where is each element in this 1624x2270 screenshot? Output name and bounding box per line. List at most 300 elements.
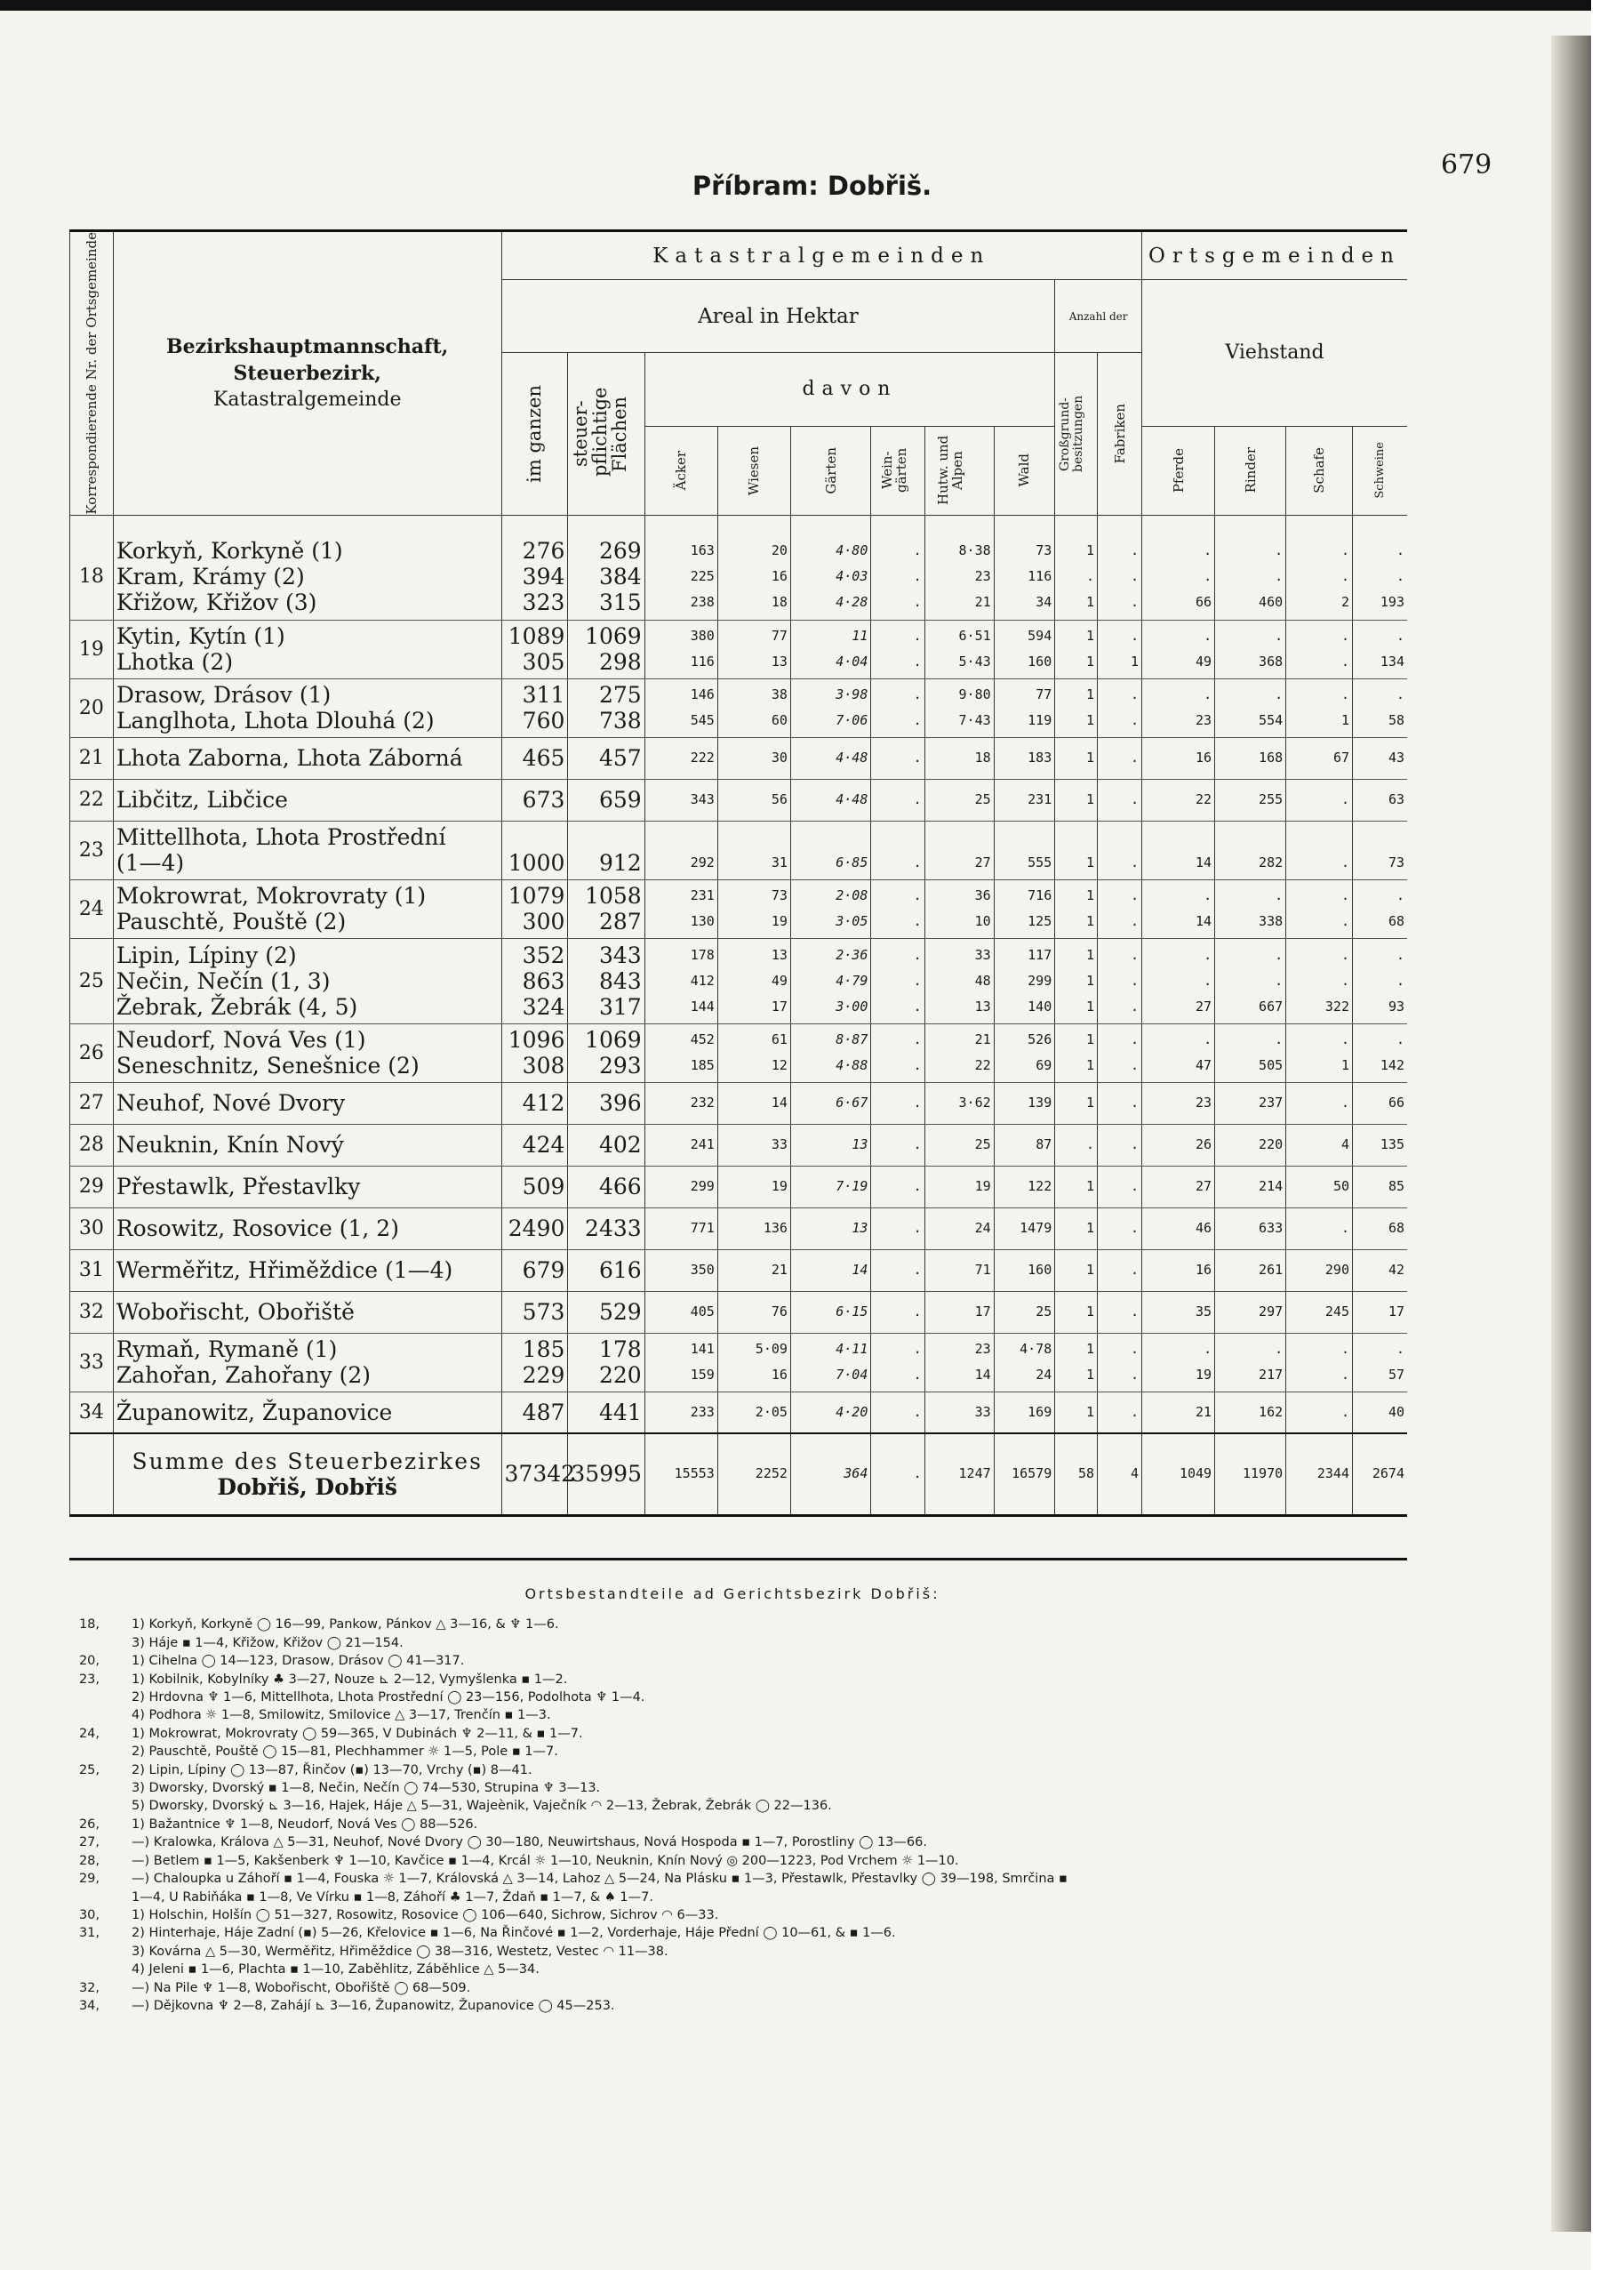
value-wald: 25 bbox=[1036, 1303, 1052, 1320]
footnote-number bbox=[48, 1688, 105, 1706]
cell-gaerten bbox=[790, 1392, 870, 1433]
cell-wald bbox=[994, 938, 1055, 1023]
row-number: 24 bbox=[70, 879, 114, 938]
cell-wiesen bbox=[717, 620, 790, 678]
cell-rinder bbox=[1215, 821, 1286, 879]
cell-wiesen bbox=[717, 938, 790, 1023]
table-row bbox=[70, 1249, 1408, 1291]
value-gross: . bbox=[1086, 568, 1095, 585]
value-fabr: . bbox=[1130, 887, 1139, 904]
value-steuer: 843 bbox=[598, 967, 642, 994]
cell-schweine bbox=[1353, 1166, 1408, 1207]
cell-fabr bbox=[1098, 1249, 1142, 1291]
cell-schafe bbox=[1286, 879, 1353, 938]
cell-fabr bbox=[1098, 1392, 1142, 1433]
value-gaerten: 4·20 bbox=[836, 1403, 868, 1420]
footnote-text: 2) Hrdovna ♆ 1—6, Mittellhota, Lhota Prostřední ◯ 23—156, Podolhota ♆ 1—4. bbox=[132, 1690, 645, 1705]
cell-aecker bbox=[644, 534, 717, 620]
table-row bbox=[70, 879, 1408, 938]
value-pferde: 23 bbox=[1196, 1095, 1212, 1111]
cell-pferde bbox=[1141, 678, 1214, 737]
value-fabr: . bbox=[1130, 1403, 1139, 1420]
value-pferde: . bbox=[1204, 1031, 1212, 1048]
value-wald bbox=[997, 824, 1052, 850]
value-aecker: 771 bbox=[690, 1220, 715, 1237]
value-wein: . bbox=[913, 854, 922, 871]
cell-fabr bbox=[1098, 620, 1142, 678]
sum-wein: . bbox=[871, 1433, 924, 1515]
sum-ganz: 37342 bbox=[501, 1433, 568, 1515]
cell-aecker bbox=[644, 821, 717, 879]
cell-aecker bbox=[644, 1082, 717, 1124]
municipality-name: Lhotka (2) bbox=[116, 649, 234, 676]
cell-schweine bbox=[1353, 879, 1408, 938]
value-gross: 1 bbox=[1086, 854, 1095, 871]
value-aecker: 144 bbox=[690, 998, 715, 1015]
cell-wein bbox=[871, 620, 924, 678]
cell-gross bbox=[1055, 1082, 1098, 1124]
header-wiesen: Wiesen bbox=[717, 426, 790, 515]
value-wald: 140 bbox=[1028, 998, 1052, 1015]
value-schafe: 1 bbox=[1340, 712, 1349, 729]
cell-pferde bbox=[1141, 1082, 1214, 1124]
value-steuer: 298 bbox=[598, 649, 642, 676]
cell-schweine bbox=[1353, 1082, 1408, 1124]
value-schafe: . bbox=[1340, 1367, 1349, 1384]
cell-schafe bbox=[1286, 678, 1353, 737]
value-rinder: 220 bbox=[1259, 1136, 1284, 1153]
value-steuer: 738 bbox=[598, 708, 642, 734]
value-wald: 183 bbox=[1028, 750, 1052, 766]
footnote-text: 1) Kobilnik, Kobylníky ♣ 3—27, Nouze ⊾ 2—12, Vymyšlenka ▪ 1—2. bbox=[132, 1672, 568, 1687]
value-gaerten: 3·98 bbox=[836, 686, 868, 703]
value-wald: 555 bbox=[1028, 854, 1052, 871]
cell-wiesen bbox=[717, 1392, 790, 1433]
value-rinder: . bbox=[1275, 1031, 1284, 1048]
value-wiesen: 16 bbox=[771, 1367, 788, 1384]
cell-gaerten bbox=[790, 1291, 870, 1333]
value-wald: 160 bbox=[1028, 1262, 1052, 1279]
value-pferde: 19 bbox=[1196, 1367, 1212, 1384]
cell-hutw bbox=[924, 534, 994, 620]
value-hutw bbox=[928, 824, 991, 850]
value-wein bbox=[874, 824, 921, 850]
value-rinder: 261 bbox=[1259, 1262, 1284, 1279]
cell-rinder bbox=[1215, 1082, 1286, 1124]
value-rinder: 633 bbox=[1259, 1220, 1284, 1237]
value-gaerten: 4·79 bbox=[836, 972, 868, 989]
cell-wald bbox=[994, 1207, 1055, 1249]
cell-pferde bbox=[1141, 938, 1214, 1023]
value-wiesen: 56 bbox=[771, 791, 788, 808]
footnote-text: 3) Háje ▪ 1—4, Křižow, Křižov ◯ 21—154. bbox=[132, 1635, 404, 1650]
value-fabr: . bbox=[1130, 1136, 1139, 1153]
cell-gaerten bbox=[790, 1249, 870, 1291]
cell-wald bbox=[994, 1124, 1055, 1166]
value-ganz: 673 bbox=[522, 787, 565, 814]
header-wald: Wald bbox=[994, 426, 1055, 515]
header-bezirk bbox=[113, 231, 501, 516]
value-rinder: . bbox=[1275, 946, 1284, 963]
value-schweine: 68 bbox=[1388, 1220, 1404, 1237]
value-wald: 119 bbox=[1028, 712, 1052, 729]
header-viehstand: Viehstand bbox=[1141, 280, 1407, 427]
municipality-name: Lipin, Lípiny (2) bbox=[116, 942, 297, 968]
value-wald: 34 bbox=[1036, 594, 1052, 611]
value-wiesen: 12 bbox=[771, 1057, 788, 1074]
value-fabr: . bbox=[1130, 1057, 1139, 1074]
cell-ganz bbox=[501, 879, 568, 938]
value-fabr: . bbox=[1130, 1341, 1139, 1358]
value-gaerten: 6·15 bbox=[836, 1303, 868, 1320]
value-hutw: 17 bbox=[974, 1303, 991, 1320]
value-wald: 24 bbox=[1036, 1367, 1052, 1384]
value-gaerten: 13 bbox=[852, 1136, 868, 1153]
value-wald: 69 bbox=[1036, 1057, 1052, 1074]
row-number: 21 bbox=[70, 737, 114, 779]
value-gross: . bbox=[1086, 1136, 1095, 1153]
cell-rinder bbox=[1215, 620, 1286, 678]
value-wein: . bbox=[913, 1220, 922, 1237]
value-wein: . bbox=[913, 712, 922, 729]
value-gaerten: 4·88 bbox=[836, 1057, 868, 1074]
value-rinder: 297 bbox=[1259, 1303, 1284, 1320]
municipality-name: Drasow, Drásov (1) bbox=[116, 682, 332, 709]
value-wald: 139 bbox=[1028, 1095, 1052, 1111]
value-wald: 1479 bbox=[1020, 1220, 1052, 1237]
table-bottom-rule bbox=[69, 1558, 1407, 1560]
value-hutw: 48 bbox=[974, 972, 991, 989]
cell-aecker bbox=[644, 1333, 717, 1392]
cell-ganz bbox=[501, 678, 568, 737]
footnote-row bbox=[48, 1652, 1417, 1670]
value-aecker: 241 bbox=[690, 1136, 715, 1153]
value-gross: 1 bbox=[1086, 1262, 1095, 1279]
table-row bbox=[70, 1392, 1408, 1433]
value-hutw: 13 bbox=[974, 998, 991, 1015]
header-steuerpflichtig: steuer-pflichtige Flächen bbox=[568, 353, 644, 515]
footnote-number: 25, bbox=[78, 1762, 100, 1777]
value-ganz: 424 bbox=[522, 1132, 565, 1159]
footnote-number bbox=[48, 1743, 105, 1761]
scan-page-edge bbox=[1551, 36, 1591, 2232]
header-fabriken: Fabriken bbox=[1098, 353, 1142, 515]
cell-schafe bbox=[1286, 1291, 1353, 1333]
value-schafe: . bbox=[1340, 628, 1349, 645]
cell-hutw bbox=[924, 879, 994, 938]
cell-hutw bbox=[924, 737, 994, 779]
footnote-text: 4) Podhora ☼ 1—8, Smilowitz, Smilovice △ 3—17, Trenčín ▪ 1—3. bbox=[132, 1708, 551, 1723]
footnotes bbox=[48, 1585, 1417, 2015]
value-steuer: 178 bbox=[598, 1336, 642, 1363]
cell-wald bbox=[994, 1082, 1055, 1124]
value-wein: . bbox=[913, 1095, 922, 1111]
value-fabr: . bbox=[1130, 998, 1139, 1015]
value-gross: 1 bbox=[1086, 654, 1095, 670]
footnote-text: —) Dějkovna ♆ 2—8, Zahájí ⊾ 3—16, Županowitz, Županovice ◯ 45—253. bbox=[132, 1998, 615, 2013]
cell-gaerten bbox=[790, 1166, 870, 1207]
municipality-name: Županowitz, Županovice bbox=[116, 1399, 393, 1425]
value-gross: 1 bbox=[1086, 542, 1095, 559]
value-gross: 1 bbox=[1086, 1367, 1095, 1384]
value-ganz: 185 bbox=[522, 1336, 565, 1363]
footnote-number: 27, bbox=[78, 1835, 100, 1850]
value-gross: 1 bbox=[1086, 1057, 1095, 1074]
table-row bbox=[70, 821, 1408, 879]
cell-fabr bbox=[1098, 1082, 1142, 1124]
row-number: 30 bbox=[70, 1207, 114, 1249]
footnote-text: —) Chaloupka u Záhoří ▪ 1—4, Fouska ☼ 1—7, Královská △ 3—14, Lahoz △ 5—24, Na Plásku ▪ 1—3, Přestawlk, Přestavlky ◯ 39—198, Smrčina ▪ bbox=[132, 1872, 1068, 1887]
cell-wein bbox=[871, 1291, 924, 1333]
value-gross: 1 bbox=[1086, 1341, 1095, 1358]
cell-fabr bbox=[1098, 534, 1142, 620]
cell-rinder bbox=[1215, 678, 1286, 737]
footnote-number: 18, bbox=[78, 1617, 100, 1632]
cell-wald bbox=[994, 1291, 1055, 1333]
municipality-name: Mittellhota, Lhota Prostřední bbox=[116, 824, 446, 851]
cell-aecker bbox=[644, 1392, 717, 1433]
value-schafe: . bbox=[1340, 887, 1349, 904]
value-gross: 1 bbox=[1086, 1403, 1095, 1420]
cell-fabr bbox=[1098, 1291, 1142, 1333]
value-steuer: 2433 bbox=[585, 1215, 642, 1242]
value-hutw: 23 bbox=[974, 1341, 991, 1358]
page-title: Příbram: Dobřiš. bbox=[692, 171, 932, 201]
cell-ganz bbox=[501, 534, 568, 620]
value-pferde: . bbox=[1204, 686, 1212, 703]
value-pferde: . bbox=[1204, 887, 1212, 904]
value-wein: . bbox=[913, 750, 922, 766]
table-row bbox=[70, 1082, 1408, 1124]
value-pferde: . bbox=[1204, 542, 1212, 559]
value-schafe: 4 bbox=[1340, 1136, 1349, 1153]
value-schweine: 73 bbox=[1388, 854, 1404, 871]
sum-fabr: 4 bbox=[1098, 1433, 1142, 1515]
footnote-row bbox=[48, 1725, 1417, 1743]
row-number: 34 bbox=[70, 1392, 114, 1433]
footnote-number: 23, bbox=[78, 1672, 100, 1687]
footnote-text: —) Na Pile ♆ 1—8, Wobořischt, Obořiště ◯ 68—509. bbox=[132, 1980, 471, 1995]
cell-steuer bbox=[568, 534, 644, 620]
value-wein: . bbox=[913, 686, 922, 703]
cell-wald bbox=[994, 1166, 1055, 1207]
value-wein: . bbox=[913, 1341, 922, 1358]
municipality-name: Lhota Zaborna, Lhota Záborná bbox=[116, 745, 463, 772]
footnote-text: 2) Hinterhaje, Háje Zadní (▪) 5—26, Křelovice ▪ 1—6, Na Řinčové ▪ 1—2, Vorderhaje, Háje Přední ◯ 10—61, & ▪ 1—6. bbox=[132, 1926, 896, 1941]
value-ganz bbox=[505, 824, 565, 850]
value-ganz: 311 bbox=[522, 682, 565, 709]
value-hutw: 14 bbox=[974, 1367, 991, 1384]
footnote-row bbox=[48, 1688, 1417, 1706]
row-number: 19 bbox=[70, 620, 114, 678]
value-gross: 1 bbox=[1086, 750, 1095, 766]
cell-schweine bbox=[1353, 938, 1408, 1023]
value-schweine: . bbox=[1396, 568, 1404, 585]
cell-ganz bbox=[501, 1207, 568, 1249]
cell-steuer bbox=[568, 879, 644, 938]
sum-gaerten: 364 bbox=[790, 1433, 870, 1515]
cell-steuer bbox=[568, 1249, 644, 1291]
sum-wiesen: 2252 bbox=[717, 1433, 790, 1515]
header-grossgrund: Großgrund-besitzungen bbox=[1055, 353, 1098, 515]
table-body bbox=[70, 515, 1408, 1515]
cell-steuer bbox=[568, 1166, 644, 1207]
municipality-name: Seneschnitz, Senešnice (2) bbox=[116, 1053, 420, 1079]
footnote-number: 20, bbox=[78, 1654, 100, 1669]
cell-pferde bbox=[1141, 879, 1214, 938]
value-hutw: 25 bbox=[974, 791, 991, 808]
municipality-name: (1—4) bbox=[116, 850, 185, 877]
value-wiesen: 31 bbox=[771, 854, 788, 871]
value-schweine: 193 bbox=[1380, 594, 1404, 611]
value-ganz: 276 bbox=[522, 538, 565, 565]
value-fabr: . bbox=[1130, 1178, 1139, 1195]
municipality-name: Nečin, Nečín (1, 3) bbox=[116, 967, 331, 994]
cell-wiesen bbox=[717, 1291, 790, 1333]
municipality-names bbox=[113, 1124, 501, 1166]
municipality-name: Neudorf, Nová Ves (1) bbox=[116, 1027, 366, 1054]
row-number: 26 bbox=[70, 1023, 114, 1082]
value-wein: . bbox=[913, 1057, 922, 1074]
cell-pferde bbox=[1141, 737, 1214, 779]
municipality-names bbox=[113, 1291, 501, 1333]
value-wiesen: 20 bbox=[771, 542, 788, 559]
value-hutw: 23 bbox=[974, 568, 991, 585]
cell-pferde bbox=[1141, 821, 1214, 879]
value-schweine: 40 bbox=[1388, 1403, 1404, 1420]
value-schweine: 134 bbox=[1380, 654, 1404, 670]
value-gaerten: 14 bbox=[852, 1262, 868, 1279]
value-steuer: 457 bbox=[598, 745, 642, 772]
cell-gross bbox=[1055, 1291, 1098, 1333]
value-steuer: 1058 bbox=[585, 883, 642, 910]
footnote-number bbox=[48, 1779, 105, 1797]
cell-schafe bbox=[1286, 1082, 1353, 1124]
value-steuer: 616 bbox=[598, 1257, 642, 1284]
cell-schweine bbox=[1353, 779, 1408, 821]
footnote-text: 1—4, U Rabiňáka ▪ 1—8, Ve Vírku ▪ 1—8, Záhoří ♣ 1—7, Ždaň ▪ 1—7, & ♠ 1—7. bbox=[132, 1889, 653, 1905]
cell-wiesen bbox=[717, 534, 790, 620]
value-wiesen: 76 bbox=[771, 1303, 788, 1320]
cell-wein bbox=[871, 1249, 924, 1291]
footnote-text: —) Kralowka, Králova △ 5—31, Neuhof, Nové Dvory ◯ 30—180, Neuwirtshaus, Nová Hospoda ▪ 1—7, Porostliny ◯ 13—66. bbox=[132, 1835, 927, 1850]
cell-wald bbox=[994, 1333, 1055, 1392]
cell-steuer bbox=[568, 1333, 644, 1392]
value-wiesen: 136 bbox=[763, 1220, 788, 1237]
footnote-row bbox=[48, 1979, 1417, 1997]
value-hutw: 21 bbox=[974, 1031, 991, 1048]
municipality-name: Wobořischt, Obořiště bbox=[116, 1299, 355, 1326]
value-steuer: 1069 bbox=[585, 623, 642, 650]
cell-aecker bbox=[644, 1023, 717, 1082]
value-fabr: . bbox=[1130, 542, 1139, 559]
cell-fabr bbox=[1098, 821, 1142, 879]
row-number: 23 bbox=[70, 821, 114, 879]
cell-ganz bbox=[501, 737, 568, 779]
value-ganz: 229 bbox=[522, 1362, 565, 1389]
value-aecker: 163 bbox=[690, 542, 715, 559]
value-wald: 73 bbox=[1036, 542, 1052, 559]
sum-schafe: 2344 bbox=[1286, 1433, 1353, 1515]
municipality-name: Kytin, Kytín (1) bbox=[116, 623, 285, 650]
cell-ganz bbox=[501, 1082, 568, 1124]
value-schafe: . bbox=[1340, 972, 1349, 989]
cell-hutw bbox=[924, 1124, 994, 1166]
cell-wald bbox=[994, 1023, 1055, 1082]
row-number: 33 bbox=[70, 1333, 114, 1392]
value-schafe: . bbox=[1340, 913, 1349, 930]
value-schafe: 67 bbox=[1332, 750, 1349, 766]
cell-rinder bbox=[1215, 1392, 1286, 1433]
header-weingaerten: Wein-gärten bbox=[871, 426, 924, 515]
footnote-row bbox=[48, 1761, 1417, 1779]
value-wald: 117 bbox=[1028, 946, 1052, 963]
value-pferde: . bbox=[1204, 972, 1212, 989]
value-ganz: 2490 bbox=[508, 1215, 565, 1242]
cell-schafe bbox=[1286, 1166, 1353, 1207]
value-ganz: 305 bbox=[522, 649, 565, 676]
value-rinder: 505 bbox=[1259, 1057, 1284, 1074]
cell-gaerten bbox=[790, 1082, 870, 1124]
value-aecker: 116 bbox=[690, 654, 715, 670]
value-aecker: 141 bbox=[690, 1341, 715, 1358]
value-steuer: 287 bbox=[598, 909, 642, 935]
header-rinder: Rinder bbox=[1215, 426, 1286, 515]
footnote-number: 24, bbox=[78, 1726, 100, 1741]
value-wald: 526 bbox=[1028, 1031, 1052, 1048]
cell-wein bbox=[871, 737, 924, 779]
footnote-row bbox=[48, 1743, 1417, 1761]
value-schafe bbox=[1289, 824, 1349, 850]
footnote-number: 28, bbox=[78, 1853, 100, 1868]
value-gaerten: 13 bbox=[852, 1220, 868, 1237]
footnotes-heading: Ortsbestandteile ad Gerichtsbezirk Dobřiš: bbox=[524, 1585, 940, 1602]
value-schweine: . bbox=[1396, 887, 1404, 904]
footnote-row bbox=[48, 1779, 1417, 1797]
cell-schafe bbox=[1286, 1124, 1353, 1166]
header-anzahl: Anzahl der bbox=[1055, 280, 1142, 353]
value-gaerten: 11 bbox=[852, 628, 868, 645]
cell-pferde bbox=[1141, 620, 1214, 678]
cell-wiesen bbox=[717, 737, 790, 779]
footnote-row bbox=[48, 1816, 1417, 1833]
value-wein: . bbox=[913, 998, 922, 1015]
value-fabr: . bbox=[1130, 946, 1139, 963]
municipality-name: Werměřitz, Hřiměždice (1—4) bbox=[116, 1257, 453, 1284]
footnote-number: 29, bbox=[78, 1872, 100, 1887]
value-aecker: 130 bbox=[690, 913, 715, 930]
cell-schweine bbox=[1353, 1291, 1408, 1333]
cell-gross bbox=[1055, 938, 1098, 1023]
cell-fabr bbox=[1098, 1166, 1142, 1207]
cell-wein bbox=[871, 1207, 924, 1249]
cell-gaerten bbox=[790, 737, 870, 779]
municipality-names bbox=[113, 938, 501, 1023]
value-ganz: 465 bbox=[522, 745, 565, 772]
value-aecker: 405 bbox=[690, 1303, 715, 1320]
value-gaerten: 4·48 bbox=[836, 791, 868, 808]
value-pferde: 16 bbox=[1196, 1262, 1212, 1279]
cell-fabr bbox=[1098, 879, 1142, 938]
value-gross: 1 bbox=[1086, 628, 1095, 645]
value-schafe: 245 bbox=[1324, 1303, 1349, 1320]
value-wiesen: 21 bbox=[771, 1262, 788, 1279]
municipality-name: Křižow, Křižov (3) bbox=[116, 590, 317, 616]
footnote-number: 30, bbox=[78, 1907, 100, 1922]
cell-wald bbox=[994, 620, 1055, 678]
value-wiesen: 33 bbox=[771, 1136, 788, 1153]
footnote-number bbox=[48, 1943, 105, 1961]
